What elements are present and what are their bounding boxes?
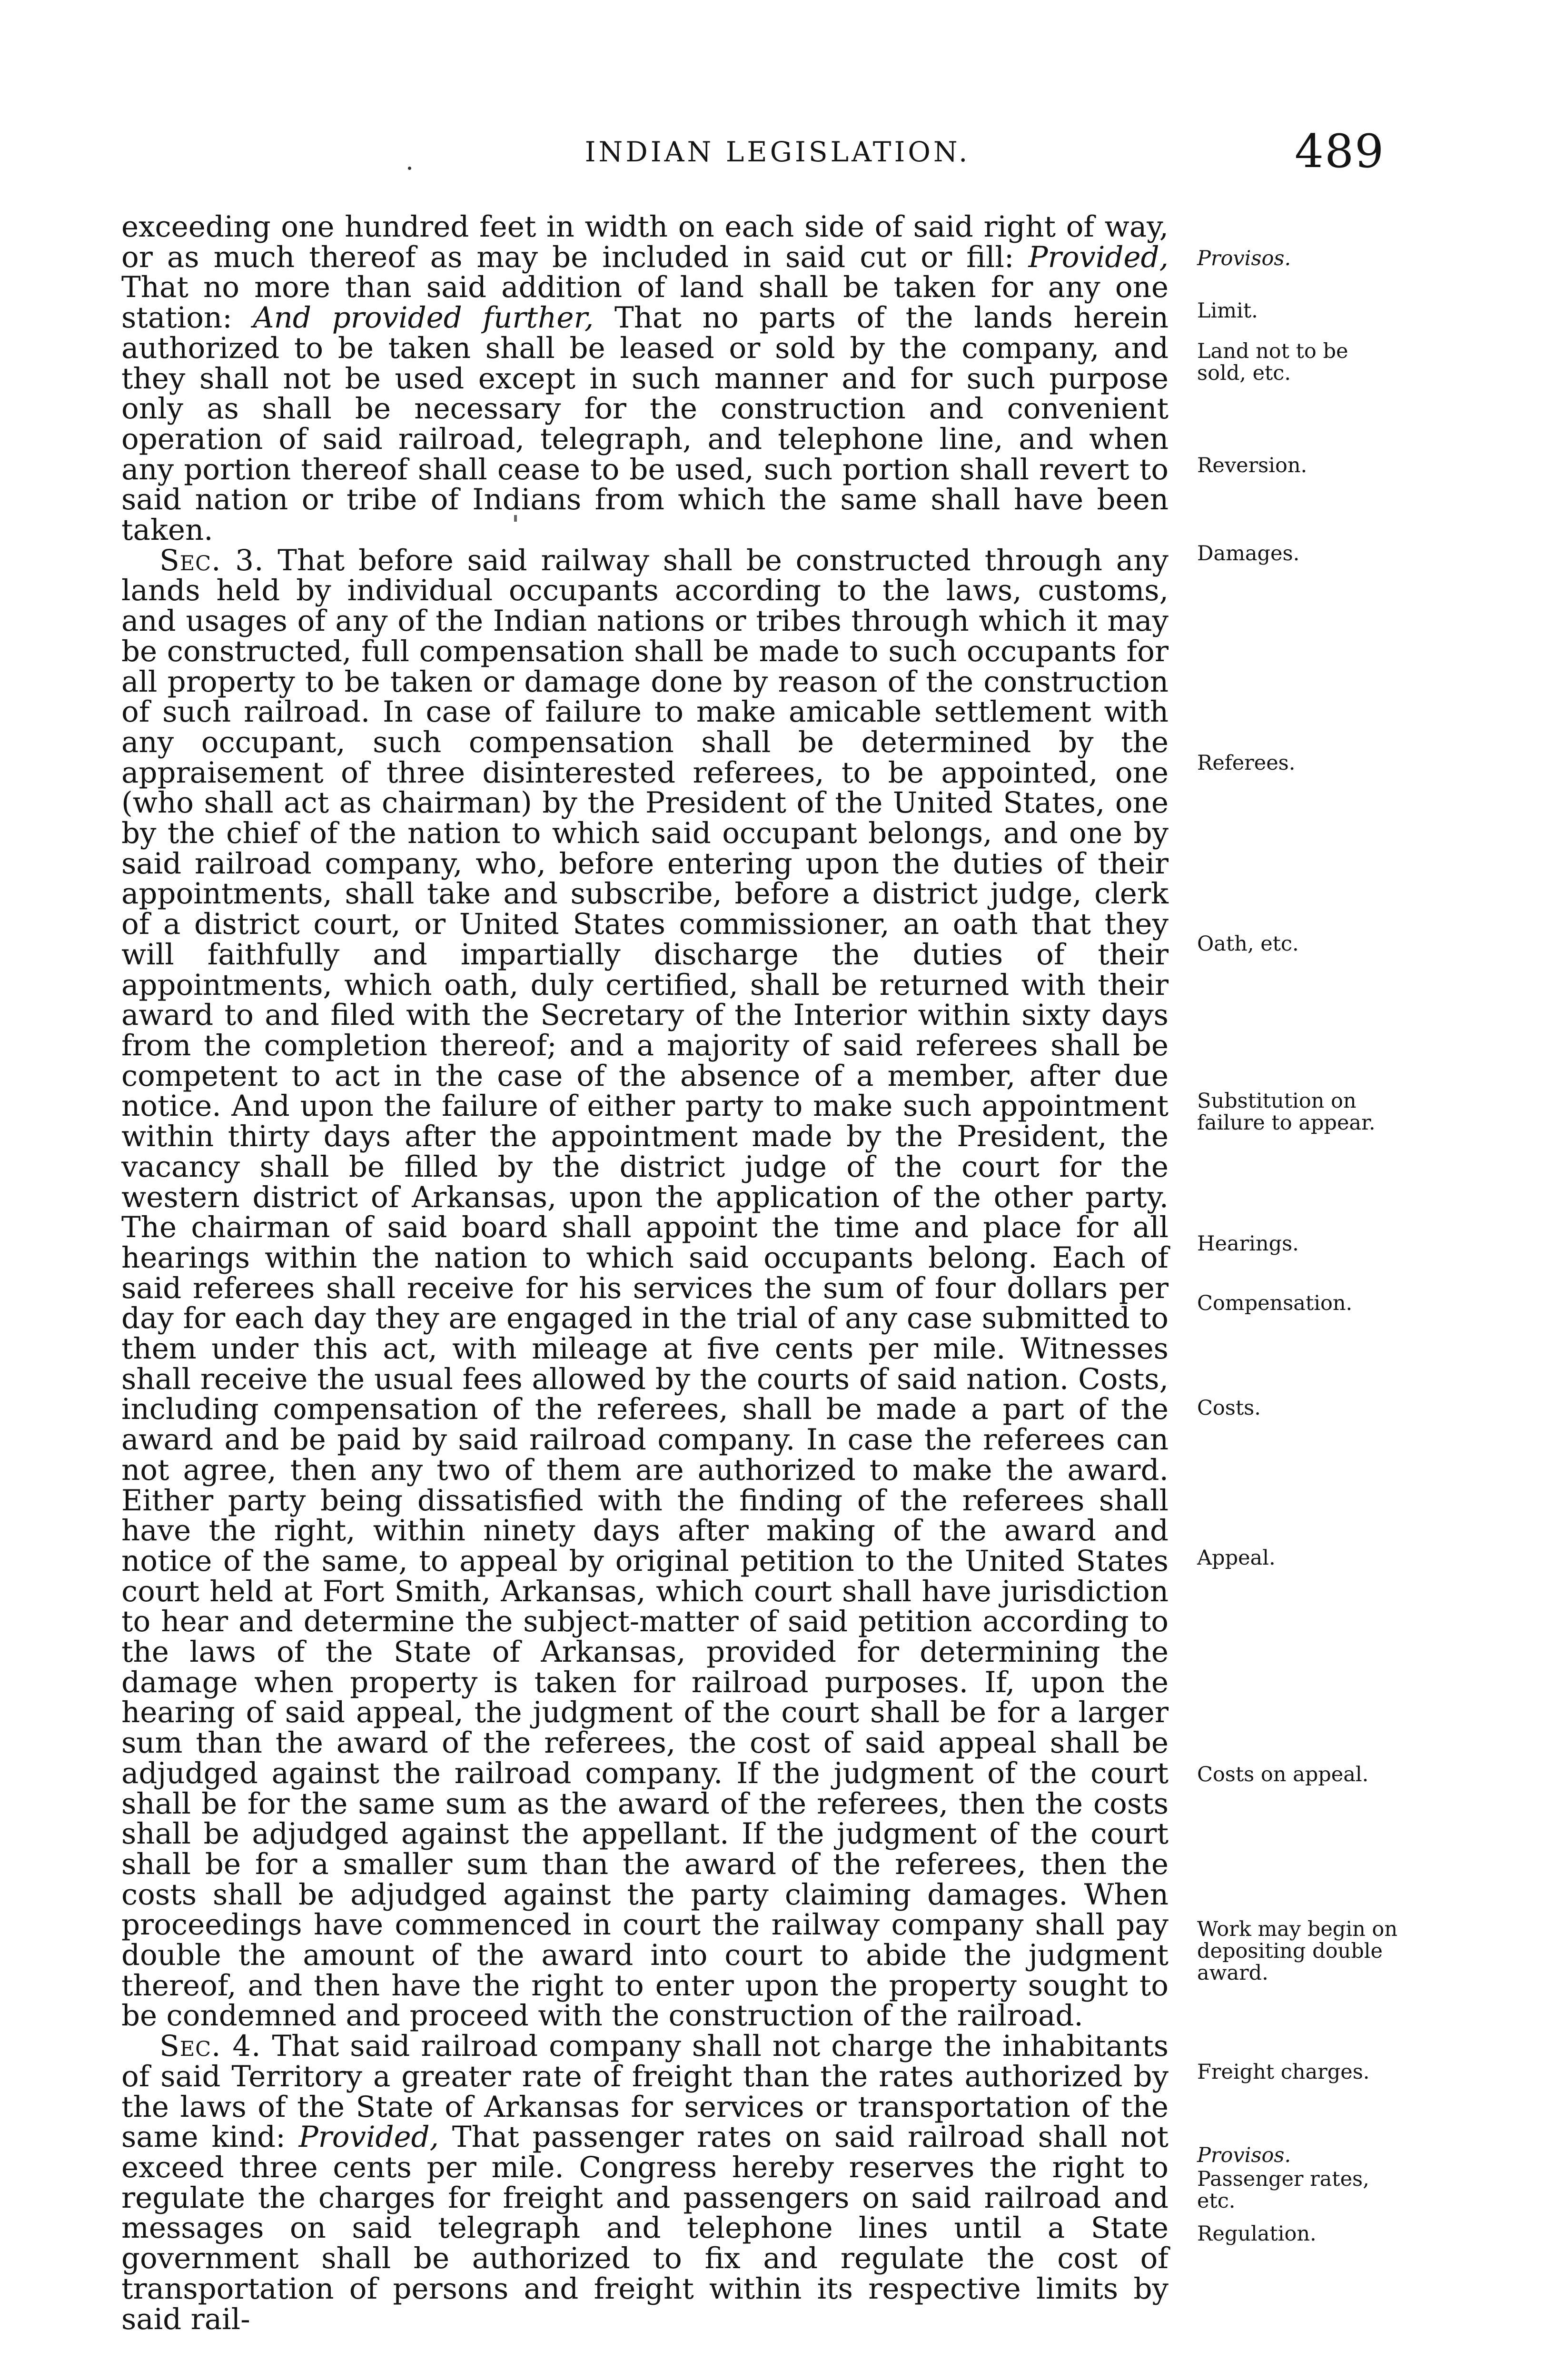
text-run: That before said railway shall be constructed through any lands held by individual occupants according to the laws, customs, and usages of any of the Indian nations or tribes through which it may be constructed, full compensation shall be made to such occupants for all property to be taken or damage done by reason of the construction of such railroad. In case of failure to make amicable settlement with any occupant, such compensation shall be determined by the appraisement of three disinterested referees, to be appointed, one (who shall act as chairman) by the President of the United States, one by the chief of the nation to which said occupant belongs, and one by said railroad company, who, before entering upon the duties of their appointments, shall take and subscribe, before a district judge, clerk of a district court, or United States commissioner, an oath that they will faithfully and impartially discharge the duties of their appointments, which oath, duly certified, shall be returned with their award to and filed with the Secretary of the Interior within sixty days from the completion thereof; and a majority of said referees shall be competent to act in the case of the absence of a member, after due notice. And upon the failure of either party to make such appointment within thirty days after the appointment made by the President, the vacancy shall be filled by the district judge of the court for the western district of Arkansas, upon the application of the other party. The chairman of said board shall appoint the time and place for all hearings within the nation to which said occupants belong. Each of said referees shall receive for his services the sum of four dollars per day for each day they are engaged in the trial of any case submitted to them under this act, with mileage at five cents per mile. Witnesses shall receive the usual fees allowed by the courts of said nation. Costs, including compensation of the referees, shall be made a part of the award and be paid by said railroad company. In case the referees can not agree, then any two of them are authorized to make the award. Either party being dissatisfied with the finding of the referees shall have the right, within ninety days after making of the award and notice of the same, to appeal by original petition to the United States court held at Fort Smith, Arkansas, which court shall have jurisdiction to hear and determine the subject-matter of said petition according to the laws of the State of Arkansas, provided for determining the damage when property is taken for railroad purposes. If, upon the hearing of said appeal, the judgment of the court shall be for a larger sum than the award of the referees, the cost of said appeal shall be adjudged against the railroad company. If the judgment of the court shall be for the same sum as the award of the referees, then the costs shall be adjudged against the appellant. If the judgment of the court shall be for a smaller sum than the award of the referees, then the costs shall be adjudged against the party claiming damages. When proceedings have commenced in court the railway company shall pay double the amount of the award into court to abide the judgment thereof, and then have the right to enter upon the property sought to be condemned and proceed with the construction of the railroad. (121, 543, 1169, 2033)
margin-note-regulation: Regulation. (1197, 2222, 1317, 2246)
main-text-column (121, 212, 1169, 2334)
page-number: 489 (1295, 125, 1385, 178)
margin-note-hearings: Hearings. (1197, 1232, 1299, 1256)
margin-note-provisos: Provisos. (1197, 247, 1291, 270)
section-4-paragraph (121, 2031, 1169, 2334)
margin-note-provisos-2: Provisos. (1197, 2143, 1291, 2167)
running-head: INDIAN LEGISLATION. (584, 136, 971, 168)
italic-run: Provided, (1028, 240, 1169, 274)
text-run: exceeding one hundred feet in width on each side of said right of way, or as much thereof as may be included in said cut or fill: (121, 210, 1169, 274)
margin-note-damages: Damages. (1197, 542, 1300, 565)
italic-run: And provided further, (253, 301, 594, 335)
margin-note-compensation: Compensation. (1197, 1291, 1353, 1315)
margin-note-costs: Costs. (1197, 1396, 1261, 1420)
section-number: Sec. 3. (159, 543, 264, 577)
paragraph-continuation (121, 212, 1169, 545)
italic-run: Provided, (298, 2120, 439, 2154)
margin-note-oath: Oath, etc. (1197, 932, 1299, 956)
section-3-paragraph (121, 545, 1169, 2031)
margin-note-freight-charges: Freight charges. (1197, 2060, 1370, 2084)
text-run: That passenger rates on said railroad shall not exceed three cents per mile. Congress hereby reserves the right to regulate the charges for freight and passengers on said railroad and messages on said telegraph and telephone lines until a State government shall be authorized to fix and regulate the cost of transportation of persons and freight within its respective limits by said rail- (121, 2120, 1169, 2336)
margin-note-appeal: Appeal. (1197, 1546, 1276, 1570)
margin-note-passenger-rates: Passenger rates, etc. (1197, 2167, 1369, 2213)
text-run: That said railroad company shall not charge the inhabitants of said Territory a greater rate of freight than the rates authorized by the laws of the State of Arkansas for services or transportation of the same kind: (121, 2029, 1169, 2154)
text-run: That no parts of the lands herein authorized to be taken shall be leased or sold by the company, and they shall not be used except in such manner and for such purpose only as shall be necessary for the construction and convenient operation of said railroad, telegraph, and telephone line, and when any portion thereof shall cease to be used, such portion shall revert to said nation or tribe of Indians from which the same shall have been taken. (121, 301, 1169, 547)
margin-note-reversion: Reversion. (1197, 454, 1307, 477)
margin-note-substitution: Substitution on failure to appear. (1197, 1089, 1376, 1135)
margin-note-referees: Referees. (1197, 751, 1296, 775)
margin-note-land-not-sold: Land not to be sold, etc. (1197, 339, 1348, 385)
margin-note-limit: Limit. (1197, 299, 1258, 323)
section-number: Sec. 4. (159, 2029, 261, 2063)
margin-note-work-may-begin: Work may begin on depositing double award. (1197, 1917, 1398, 1985)
text-run: That no more than said addition of land shall be taken for any one station: (121, 270, 1169, 335)
margin-note-costs-on-appeal: Costs on appeal. (1197, 1763, 1369, 1786)
